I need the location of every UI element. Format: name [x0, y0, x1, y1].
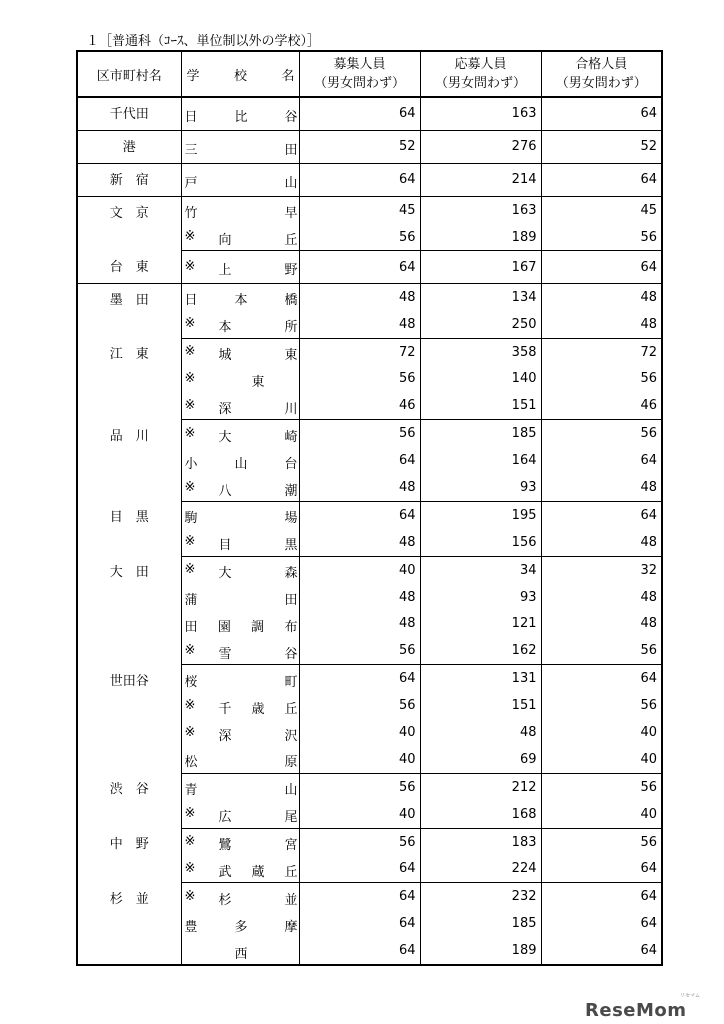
school-name-cell: ※ 上 野 [181, 251, 299, 283]
school-name-cell: 戸 山 [181, 163, 299, 196]
passed-count: 56 [541, 420, 662, 447]
recruit-count: 48 [299, 474, 420, 501]
table-header [77, 51, 662, 97]
passed-count: 46 [541, 392, 662, 419]
recruit-count: 48 [299, 584, 420, 611]
reference-mark: ※ [184, 697, 196, 713]
reference-mark: ※ [184, 259, 196, 275]
school-name-cell: 桜 町 [181, 665, 299, 692]
school-name-cell: ※ 城 東 [181, 338, 299, 365]
passed-count: 40 [541, 746, 662, 773]
header-recruit [299, 51, 420, 97]
recruit-count: 64 [299, 910, 420, 937]
applicant-count: 93 [420, 584, 541, 611]
table-body [77, 97, 662, 965]
table-row [77, 196, 662, 223]
recruit-count: 56 [299, 420, 420, 447]
passed-count: 56 [541, 637, 662, 664]
ward-name: 杉 並 [77, 883, 181, 965]
resemom-logo: ReseMom [585, 1000, 687, 1021]
applicant-count: 168 [420, 801, 541, 828]
school-name-cell: ※ 八 潮 [181, 474, 299, 501]
passed-count: 48 [541, 611, 662, 638]
recruit-count: 56 [299, 773, 420, 800]
reference-mark: ※ [184, 316, 196, 332]
applicant-count: 163 [420, 196, 541, 223]
passed-count: 56 [541, 773, 662, 800]
recruit-count: 64 [299, 856, 420, 883]
passed-count: 48 [541, 311, 662, 338]
reference-mark: ※ [184, 479, 196, 495]
header-recruit-title: 募集人員 [333, 57, 386, 72]
applicant-count: 162 [420, 637, 541, 664]
passed-count: 48 [541, 584, 662, 611]
school-name-cell: 田 園 調 布 [181, 611, 299, 638]
applicant-count: 164 [420, 447, 541, 474]
table-row [77, 828, 662, 855]
recruit-count: 48 [299, 529, 420, 556]
table-row [77, 251, 662, 283]
recruit-count: 64 [299, 937, 420, 965]
table-row [77, 556, 662, 583]
recruit-count: 56 [299, 692, 420, 719]
reference-mark: ※ [184, 806, 196, 822]
applicant-count: 185 [420, 910, 541, 937]
recruit-count: 48 [299, 311, 420, 338]
recruit-count: 72 [299, 338, 420, 365]
school-name-cell: 竹 早 [181, 196, 299, 223]
school-name-cell: ※ 武 蔵 丘 [181, 856, 299, 883]
school-name-cell: ※ 本 所 [181, 311, 299, 338]
school-name-cell: 小 山 台 [181, 447, 299, 474]
ward-name: 台 東 [77, 251, 181, 283]
reference-mark: ※ [184, 397, 196, 413]
recruit-count: 40 [299, 719, 420, 746]
reference-mark: ※ [184, 888, 196, 904]
applicant-count: 232 [420, 883, 541, 910]
reference-mark: ※ [184, 370, 196, 386]
applicant-count: 121 [420, 611, 541, 638]
table-row [77, 501, 662, 528]
ward-name: 墨 田 [77, 283, 181, 338]
applicant-count: 183 [420, 828, 541, 855]
ward-name: 大 田 [77, 556, 181, 665]
header-passed [541, 51, 662, 97]
school-name-cell: ※ 鷺 宮 [181, 828, 299, 855]
reference-mark: ※ [184, 425, 196, 441]
applicant-count: 34 [420, 556, 541, 583]
ward-name: 品 川 [77, 420, 181, 502]
recruit-count: 56 [299, 224, 420, 251]
school-name-cell: 日 本 橋 [181, 283, 299, 310]
table-row [77, 97, 662, 130]
passed-count: 64 [541, 251, 662, 283]
recruit-count: 64 [299, 501, 420, 528]
applicant-count: 189 [420, 937, 541, 965]
recruit-count: 64 [299, 883, 420, 910]
school-name-cell: 日 比 谷 [181, 97, 299, 130]
passed-count: 64 [541, 937, 662, 965]
resemom-logo-reading: リセマム [680, 993, 700, 999]
recruit-count: 48 [299, 611, 420, 638]
passed-count: 45 [541, 196, 662, 223]
header-recruit-note: （男女問わず） [313, 76, 405, 91]
table-row [77, 773, 662, 800]
table-row [77, 665, 662, 692]
ward-name: 目 黒 [77, 501, 181, 556]
table-row [77, 163, 662, 196]
header-ward: 区市町村名 [77, 51, 181, 97]
recruit-count: 64 [299, 447, 420, 474]
school-name-cell: ※ 目 黒 [181, 529, 299, 556]
passed-count: 48 [541, 283, 662, 310]
table-row [77, 883, 662, 910]
ward-name: 中 野 [77, 828, 181, 883]
applicant-count: 185 [420, 420, 541, 447]
ward-name: 渋 谷 [77, 773, 181, 828]
recruit-count: 56 [299, 637, 420, 664]
school-name-cell: ※ 大 森 [181, 556, 299, 583]
school-name-cell: ※ 杉 並 [181, 883, 299, 910]
passed-count: 64 [541, 856, 662, 883]
ward-name: 文 京 [77, 196, 181, 251]
passed-count: 64 [541, 447, 662, 474]
passed-count: 48 [541, 529, 662, 556]
applicant-count: 167 [420, 251, 541, 283]
school-name-cell: 青 山 [181, 773, 299, 800]
applicant-count: 214 [420, 163, 541, 196]
header-applicants-title: 応募人員 [454, 57, 507, 72]
passed-count: 32 [541, 556, 662, 583]
school-name-cell: ※ 深 川 [181, 392, 299, 419]
applicant-count: 195 [420, 501, 541, 528]
table-row [77, 338, 662, 365]
recruit-count: 40 [299, 746, 420, 773]
reference-mark: ※ [184, 229, 196, 244]
recruit-count: 64 [299, 665, 420, 692]
header-passed-title: 合格人員 [575, 57, 628, 72]
passed-count: 56 [541, 366, 662, 393]
school-name-cell: 三 田 [181, 130, 299, 163]
reference-mark: ※ [184, 534, 196, 550]
header-applicants-note: （男女問わず） [434, 76, 526, 91]
applicant-count: 140 [420, 366, 541, 393]
ward-name: 世田谷 [77, 665, 181, 774]
applicant-count: 250 [420, 311, 541, 338]
recruit-count: 40 [299, 801, 420, 828]
school-name-cell: 松 原 [181, 746, 299, 773]
recruit-count: 64 [299, 97, 420, 130]
applicant-count: 189 [420, 224, 541, 251]
admissions-table [76, 50, 663, 966]
school-name-cell: 蒲 田 [181, 584, 299, 611]
table-row [77, 130, 662, 163]
passed-count: 40 [541, 801, 662, 828]
applicant-count: 151 [420, 692, 541, 719]
applicant-count: 48 [420, 719, 541, 746]
reference-mark: ※ [184, 724, 196, 740]
passed-count: 64 [541, 910, 662, 937]
recruit-count: 40 [299, 556, 420, 583]
reference-mark: ※ [184, 562, 196, 578]
passed-count: 48 [541, 474, 662, 501]
applicant-count: 163 [420, 97, 541, 130]
school-name-cell: 駒 場 [181, 501, 299, 528]
passed-count: 64 [541, 883, 662, 910]
school-name-cell: ※ 千 歳 丘 [181, 692, 299, 719]
applicant-count: 151 [420, 392, 541, 419]
school-name-cell: ※ 深 沢 [181, 719, 299, 746]
passed-count: 40 [541, 719, 662, 746]
applicant-count: 69 [420, 746, 541, 773]
passed-count: 64 [541, 163, 662, 196]
passed-count: 64 [541, 501, 662, 528]
recruit-count: 64 [299, 251, 420, 283]
header-applicants [420, 51, 541, 97]
applicant-count: 134 [420, 283, 541, 310]
recruit-count: 56 [299, 366, 420, 393]
passed-count: 52 [541, 130, 662, 163]
reference-mark: ※ [184, 860, 196, 876]
header-school [181, 51, 299, 97]
school-name-cell: 西 [181, 937, 299, 965]
header-passed-note: （男女問わず） [555, 76, 647, 91]
recruit-count: 52 [299, 130, 420, 163]
recruit-count: 64 [299, 163, 420, 196]
header-school-char-3: 名 [281, 68, 295, 84]
ward-name: 江 東 [77, 338, 181, 420]
header-school-char-1: 学 [186, 68, 200, 84]
applicant-count: 93 [420, 474, 541, 501]
passed-count: 64 [541, 97, 662, 130]
applicant-count: 224 [420, 856, 541, 883]
ward-name: 千代田 [77, 97, 181, 130]
applicant-count: 358 [420, 338, 541, 365]
school-name-cell: ※ 向 丘 [181, 224, 299, 251]
school-name-cell: ※ 東 [181, 366, 299, 393]
applicant-count: 276 [420, 130, 541, 163]
table-row [77, 283, 662, 310]
passed-count: 56 [541, 692, 662, 719]
school-name-cell: 豊 多 摩 [181, 910, 299, 937]
recruit-count: 56 [299, 828, 420, 855]
applicant-count: 212 [420, 773, 541, 800]
passed-count: 56 [541, 828, 662, 855]
ward-name: 港 [77, 130, 181, 163]
recruit-count: 46 [299, 392, 420, 419]
applicant-count: 131 [420, 665, 541, 692]
passed-count: 72 [541, 338, 662, 365]
reference-mark: ※ [184, 642, 196, 658]
passed-count: 64 [541, 665, 662, 692]
recruit-count: 45 [299, 196, 420, 223]
passed-count: 56 [541, 224, 662, 251]
header-school-char-2: 校 [233, 68, 247, 84]
reference-mark: ※ [184, 344, 196, 360]
recruit-count: 48 [299, 283, 420, 310]
applicant-count: 156 [420, 529, 541, 556]
school-name-cell: ※ 大 崎 [181, 420, 299, 447]
school-name-cell: ※ 雪 谷 [181, 637, 299, 664]
reference-mark: ※ [184, 834, 196, 850]
ward-name: 新 宿 [77, 163, 181, 196]
table-row [77, 420, 662, 447]
school-name-cell: ※ 広 尾 [181, 801, 299, 828]
table-caption: １［普通科（ｺｰｽ、単位制以外の学校）］ [86, 34, 321, 49]
